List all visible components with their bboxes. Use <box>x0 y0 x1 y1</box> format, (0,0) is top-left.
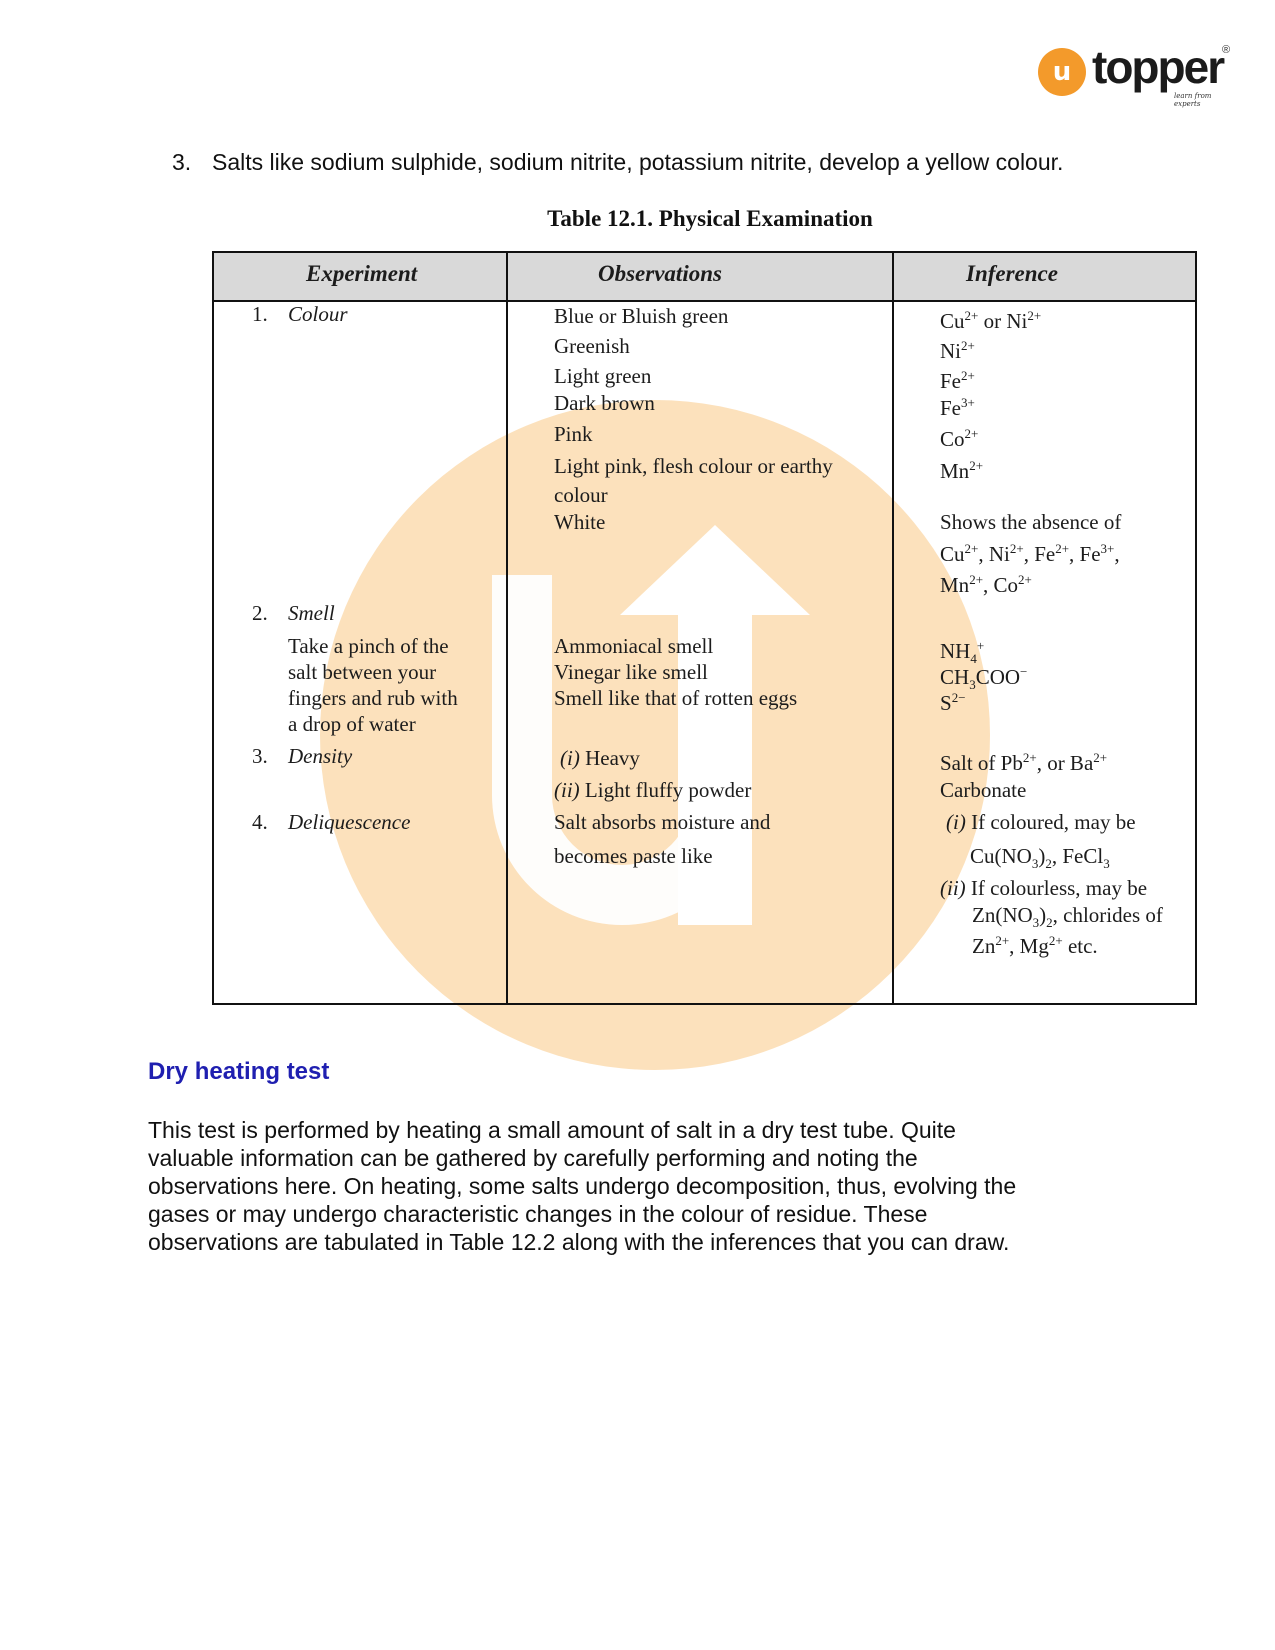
experiment-density: Density <box>288 744 353 768</box>
header-experiment: Experiment <box>306 261 418 286</box>
row-number: 4. <box>252 810 268 834</box>
section-paragraph <box>148 1116 1228 1256</box>
paragraph-line: observations are tabulated in Table 12.2 along with the inferences that you can draw. <box>148 1229 1010 1255</box>
inference: Carbonate <box>940 778 1027 802</box>
inf-end: etc. <box>1067 934 1098 958</box>
paragraph-line: gases or may undergo characteristic changes in the colour of residue. These <box>148 1201 928 1227</box>
observation: Dark brown <box>554 391 655 415</box>
observation: Pink <box>554 422 593 446</box>
inference: $Cu(NO_3)_2$, FeCl$_3$ <box>970 844 1110 872</box>
column-divider <box>506 253 508 1003</box>
row-number: 2. <box>252 601 268 625</box>
inference: $CH_3COO^-$ <box>940 664 1028 693</box>
observation: Vinegar like smell <box>554 660 708 684</box>
experiment-desc: Take a pinch of the <box>288 634 449 658</box>
inference: $S^{2-}$ <box>940 690 966 715</box>
inference: Shows the absence of <box>940 510 1122 534</box>
intro-list-item <box>172 148 1072 176</box>
observation: Salt absorbs moisture and <box>554 810 771 834</box>
inf-number: (ii) <box>940 876 966 900</box>
inference: $Co^{2+}$ <box>940 426 979 451</box>
row-number: 3. <box>252 744 268 768</box>
inference: $Fe^{3+}$ <box>940 395 975 420</box>
intro-text: Salts like sodium sulphide, sodium nitrite, potassium nitrite, develop a yellow colour. <box>212 149 1064 175</box>
observation: Blue or Bluish green <box>554 304 729 328</box>
experiment-desc: salt between your <box>288 660 437 684</box>
observation: Smell like that of rotten eggs <box>554 686 798 710</box>
column-divider <box>892 253 894 1003</box>
obs-text: Heavy <box>585 746 640 770</box>
logo-wordmark: topper <box>1092 41 1224 93</box>
inf-text: If colourless, may be <box>970 876 1148 900</box>
inference <box>940 875 1147 901</box>
inference: $Mn^{2+}$, $Co^{2+}$ <box>940 572 1032 597</box>
intro-number: 3. <box>172 149 192 175</box>
inf-tail: chlorides of <box>1063 903 1163 927</box>
inference: $Zn^{2+}$, $Mg^{2+}$ etc. <box>972 933 1098 958</box>
inference: Salt of $Pb^{2+}$, or $Ba^{2+}$ <box>940 750 1108 775</box>
table-caption: Table 12.1. Physical Examination <box>547 206 873 231</box>
obs-text: Light fluffy powder <box>584 778 752 802</box>
header-observations: Observations <box>598 261 722 286</box>
experiment-colour: Colour <box>288 302 348 326</box>
observation: Ammoniacal smell <box>554 634 714 658</box>
observation: becomes paste like <box>554 844 713 868</box>
experiment-desc: fingers and rub with <box>288 686 458 710</box>
experiment-desc: a drop of water <box>288 712 416 736</box>
observation <box>554 777 751 803</box>
inference: $Fe^{2+}$ <box>940 368 975 393</box>
inference: $NH_4^+$ <box>940 638 985 667</box>
experiment-deliquescence: Deliquescence <box>288 810 411 834</box>
observation: Light pink, flesh colour or earthy <box>554 454 833 478</box>
observation: White <box>554 510 606 534</box>
inf-text: If coloured, may be <box>971 810 1136 834</box>
inference: $Ni^{2+}$ <box>940 338 975 363</box>
paragraph-line: This test is performed by heating a small amount of salt in a dry test tube. Quite <box>148 1117 956 1143</box>
obs-number: (ii) <box>554 778 580 802</box>
row-number: 1. <box>252 302 268 326</box>
topper-logo-icon: u <box>1038 48 1086 96</box>
observation: Greenish <box>554 334 630 358</box>
inference: $Mn^{2+}$ <box>940 458 984 483</box>
header-inference: Inference <box>966 261 1058 286</box>
observation <box>560 745 640 771</box>
inf-number: (i) <box>946 810 966 834</box>
inference: $Cu^{2+}$, $Ni^{2+}$, $Fe^{2+}$, $Fe^{3+}$, <box>940 541 1120 566</box>
inference <box>946 809 1136 835</box>
experiment-smell: Smell <box>288 601 335 625</box>
physical-examination-table <box>212 251 1197 1005</box>
registered-mark: ® <box>1222 44 1231 56</box>
section-heading: Dry heating test <box>148 1058 330 1085</box>
obs-number: (i) <box>560 746 580 770</box>
logo-tagline: learn from experts <box>1174 92 1212 108</box>
table-header <box>214 253 1195 302</box>
observation: Light green <box>554 364 652 388</box>
observation: colour <box>554 483 608 507</box>
topper-logo <box>1038 41 1238 108</box>
paragraph-line: valuable information can be gathered by carefully performing and noting the <box>148 1145 918 1171</box>
inference: $Cu^{2+}$ or $Ni^{2+}$ <box>940 308 1042 333</box>
paragraph-line: observations here. On heating, some salts undergo decomposition, thus, evolving the <box>148 1173 1017 1199</box>
inference: $Zn(NO_3)_2$, chlorides of <box>972 903 1163 931</box>
